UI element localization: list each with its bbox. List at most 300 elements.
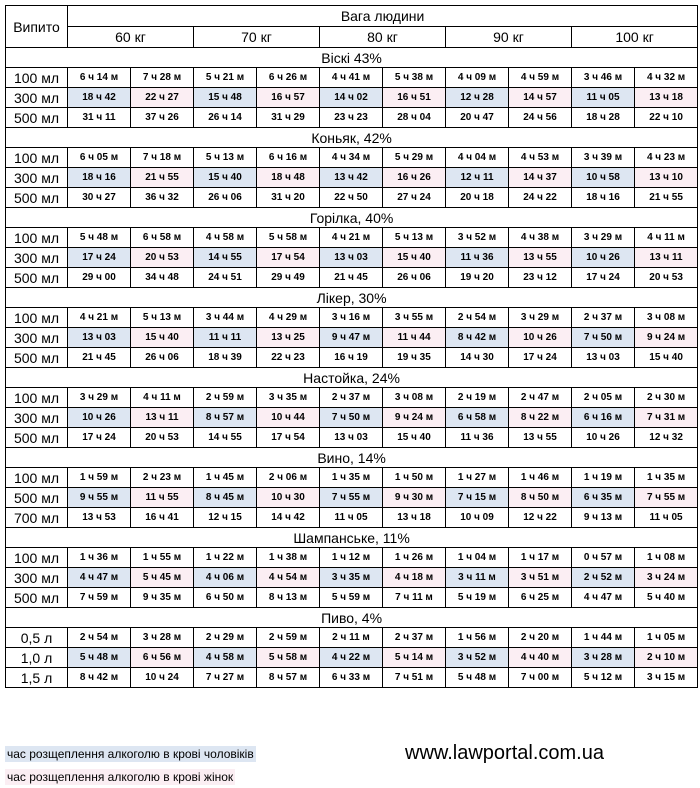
women-time-cell: 22 ч 23 xyxy=(257,348,320,368)
men-time-cell: 11 ч 36 xyxy=(446,428,509,448)
women-time-cell: 8 ч 13 м xyxy=(257,588,320,608)
men-time-cell: 3 ч 29 м xyxy=(572,228,635,248)
men-time-cell: 1 ч 45 м xyxy=(194,468,257,488)
amount-cell: 300 мл xyxy=(6,168,68,188)
women-time-cell: 4 ч 54 м xyxy=(257,568,320,588)
women-time-cell: 13 ч 10 xyxy=(635,168,698,188)
amount-cell: 100 мл xyxy=(6,468,68,488)
women-time-cell: 4 ч 38 м xyxy=(509,228,572,248)
women-time-cell: 6 ч 56 м xyxy=(131,648,194,668)
website-url: www.lawportal.com.ua xyxy=(405,742,604,764)
women-time-cell: 8 ч 50 м xyxy=(509,488,572,508)
men-time-cell: 21 ч 45 xyxy=(320,268,383,288)
men-time-cell: 8 ч 42 м xyxy=(446,328,509,348)
table-row xyxy=(6,308,698,328)
men-time-cell: 17 ч 24 xyxy=(68,248,131,268)
women-time-cell: 13 ч 18 xyxy=(383,508,446,528)
table-row xyxy=(6,468,698,488)
men-time-cell: 12 ч 11 xyxy=(446,168,509,188)
section-title: Лікер, 30% xyxy=(6,288,698,308)
section-row xyxy=(6,128,698,148)
men-time-cell: 17 ч 24 xyxy=(572,268,635,288)
table-row xyxy=(6,188,698,208)
men-time-cell: 5 ч 19 м xyxy=(446,588,509,608)
men-time-cell: 10 ч 26 xyxy=(68,408,131,428)
table-row xyxy=(6,108,698,128)
table-row xyxy=(6,548,698,568)
legend-men xyxy=(5,747,256,761)
section-row xyxy=(6,528,698,548)
men-time-cell: 4 ч 04 м xyxy=(446,148,509,168)
women-time-cell: 1 ч 26 м xyxy=(383,548,446,568)
amount-cell: 300 мл xyxy=(6,248,68,268)
women-time-cell: 20 ч 53 xyxy=(635,268,698,288)
weight-70-header: 70 кг xyxy=(194,27,320,48)
men-time-cell: 1 ч 44 м xyxy=(572,628,635,648)
men-time-cell: 1 ч 12 м xyxy=(320,548,383,568)
men-time-cell: 2 ч 54 м xyxy=(446,308,509,328)
women-time-cell: 22 ч 27 xyxy=(131,88,194,108)
men-time-cell: 13 ч 03 xyxy=(572,348,635,368)
women-time-cell: 2 ч 37 м xyxy=(383,628,446,648)
men-time-cell: 2 ч 29 м xyxy=(194,628,257,648)
men-time-cell: 4 ч 21 м xyxy=(320,228,383,248)
men-time-cell: 5 ч 12 м xyxy=(572,668,635,688)
women-time-cell: 13 ч 11 xyxy=(131,408,194,428)
women-time-cell: 2 ч 10 м xyxy=(635,648,698,668)
men-time-cell: 0 ч 57 м xyxy=(572,548,635,568)
men-time-cell: 8 ч 57 м xyxy=(194,408,257,428)
legend-men-label: час розщеплення алкоголю в крові чоловіків xyxy=(7,747,254,761)
men-time-cell: 16 ч 19 xyxy=(320,348,383,368)
amount-cell: 500 мл xyxy=(6,348,68,368)
men-time-cell: 8 ч 45 м xyxy=(194,488,257,508)
women-time-cell: 20 ч 53 xyxy=(131,428,194,448)
men-time-cell: 18 ч 16 xyxy=(68,168,131,188)
women-time-cell: 5 ч 58 м xyxy=(257,228,320,248)
men-time-cell: 17 ч 24 xyxy=(68,428,131,448)
women-time-cell: 1 ч 46 м xyxy=(509,468,572,488)
men-time-cell: 2 ч 52 м xyxy=(572,568,635,588)
men-time-cell: 4 ч 58 м xyxy=(194,648,257,668)
amount-cell: 0,5 л xyxy=(6,628,68,648)
men-time-cell: 3 ч 39 м xyxy=(572,148,635,168)
table-row xyxy=(6,328,698,348)
section-row xyxy=(6,608,698,628)
women-time-cell: 1 ч 35 м xyxy=(635,468,698,488)
women-time-cell: 8 ч 57 м xyxy=(257,668,320,688)
women-time-cell: 2 ч 23 м xyxy=(131,468,194,488)
women-time-cell: 2 ч 47 м xyxy=(509,388,572,408)
women-time-cell: 7 ч 18 м xyxy=(131,148,194,168)
men-time-cell: 5 ч 21 м xyxy=(194,68,257,88)
women-time-cell: 4 ч 18 м xyxy=(383,568,446,588)
amount-cell: 100 мл xyxy=(6,308,68,328)
women-time-cell: 37 ч 26 xyxy=(131,108,194,128)
men-time-cell: 18 ч 42 xyxy=(68,88,131,108)
men-time-cell: 6 ч 58 м xyxy=(446,408,509,428)
table-body xyxy=(6,48,698,688)
women-time-cell: 15 ч 40 xyxy=(635,348,698,368)
men-time-cell: 10 ч 09 xyxy=(446,508,509,528)
men-time-cell: 1 ч 22 м xyxy=(194,548,257,568)
men-time-cell: 2 ч 11 м xyxy=(320,628,383,648)
women-time-cell: 1 ч 17 м xyxy=(509,548,572,568)
men-time-cell: 15 ч 40 xyxy=(194,168,257,188)
men-time-cell: 14 ч 55 xyxy=(194,248,257,268)
women-time-cell: 5 ч 29 м xyxy=(383,148,446,168)
women-time-cell: 23 ч 12 xyxy=(509,268,572,288)
men-time-cell: 6 ч 14 м xyxy=(68,68,131,88)
drunk-amount-header: Випито xyxy=(6,6,68,48)
men-time-cell: 11 ч 11 xyxy=(194,328,257,348)
men-time-cell: 3 ч 28 м xyxy=(572,648,635,668)
women-time-cell: 3 ч 35 м xyxy=(257,388,320,408)
women-time-cell: 3 ч 08 м xyxy=(383,388,446,408)
women-time-cell: 12 ч 32 xyxy=(635,428,698,448)
men-time-cell: 20 ч 47 xyxy=(446,108,509,128)
men-time-cell: 5 ч 48 м xyxy=(68,648,131,668)
section-title: Вино, 14% xyxy=(6,448,698,468)
women-time-cell: 11 ч 44 xyxy=(383,328,446,348)
women-time-cell: 4 ч 29 м xyxy=(257,308,320,328)
weight-100-header: 100 кг xyxy=(572,27,698,48)
men-time-cell: 1 ч 04 м xyxy=(446,548,509,568)
legend-women xyxy=(5,770,235,784)
women-time-cell: 8 ч 22 м xyxy=(509,408,572,428)
amount-cell: 500 мл xyxy=(6,488,68,508)
men-time-cell: 5 ч 48 м xyxy=(446,668,509,688)
men-time-cell: 10 ч 26 xyxy=(572,248,635,268)
legend-women-label: час розщеплення алкоголю в крові жінок xyxy=(7,770,234,784)
women-time-cell: 17 ч 54 xyxy=(257,428,320,448)
men-time-cell: 11 ч 05 xyxy=(320,508,383,528)
women-time-cell: 10 ч 30 xyxy=(257,488,320,508)
men-time-cell: 4 ч 47 м xyxy=(572,588,635,608)
women-time-cell: 5 ч 13 м xyxy=(131,308,194,328)
women-time-cell: 9 ч 24 м xyxy=(383,408,446,428)
women-time-cell: 13 ч 11 xyxy=(635,248,698,268)
women-time-cell: 1 ч 08 м xyxy=(635,548,698,568)
men-time-cell: 12 ч 15 xyxy=(194,508,257,528)
women-time-cell: 1 ч 05 м xyxy=(635,628,698,648)
amount-cell: 500 мл xyxy=(6,108,68,128)
men-time-cell: 15 ч 48 xyxy=(194,88,257,108)
women-time-cell: 3 ч 29 м xyxy=(509,308,572,328)
men-time-cell: 6 ч 35 м xyxy=(572,488,635,508)
table-row xyxy=(6,668,698,688)
women-time-cell: 16 ч 26 xyxy=(383,168,446,188)
table-row xyxy=(6,648,698,668)
amount-cell: 500 мл xyxy=(6,268,68,288)
women-time-cell: 3 ч 15 м xyxy=(635,668,698,688)
women-time-cell: 11 ч 05 xyxy=(635,508,698,528)
men-time-cell: 4 ч 47 м xyxy=(68,568,131,588)
women-time-cell: 4 ч 11 м xyxy=(131,388,194,408)
men-time-cell: 23 ч 23 xyxy=(320,108,383,128)
women-time-cell: 7 ч 00 м xyxy=(509,668,572,688)
table-row xyxy=(6,88,698,108)
men-time-cell: 2 ч 59 м xyxy=(194,388,257,408)
men-time-cell: 1 ч 19 м xyxy=(572,468,635,488)
weight-80-header: 80 кг xyxy=(320,27,446,48)
section-row xyxy=(6,48,698,68)
section-row xyxy=(6,288,698,308)
men-time-cell: 13 ч 03 xyxy=(320,428,383,448)
men-time-cell: 13 ч 03 xyxy=(320,248,383,268)
table-row xyxy=(6,488,698,508)
men-time-cell: 13 ч 03 xyxy=(68,328,131,348)
men-time-cell: 6 ч 50 м xyxy=(194,588,257,608)
men-time-cell: 21 ч 45 xyxy=(68,348,131,368)
men-time-cell: 26 ч 06 xyxy=(194,188,257,208)
women-time-cell: 4 ч 32 м xyxy=(635,68,698,88)
women-time-cell: 22 ч 10 xyxy=(635,108,698,128)
women-time-cell: 31 ч 29 xyxy=(257,108,320,128)
women-time-cell: 1 ч 38 м xyxy=(257,548,320,568)
men-time-cell: 31 ч 11 xyxy=(68,108,131,128)
amount-cell: 100 мл xyxy=(6,548,68,568)
women-time-cell: 13 ч 55 xyxy=(509,428,572,448)
women-time-cell: 13 ч 55 xyxy=(509,248,572,268)
women-time-cell: 13 ч 18 xyxy=(635,88,698,108)
table-row xyxy=(6,268,698,288)
men-time-cell: 1 ч 56 м xyxy=(446,628,509,648)
women-time-cell: 7 ч 11 м xyxy=(383,588,446,608)
men-time-cell: 5 ч 59 м xyxy=(320,588,383,608)
women-time-cell: 5 ч 58 м xyxy=(257,648,320,668)
men-time-cell: 3 ч 46 м xyxy=(572,68,635,88)
women-time-cell: 7 ч 55 м xyxy=(635,488,698,508)
men-time-cell: 4 ч 22 м xyxy=(320,648,383,668)
women-time-cell: 24 ч 22 xyxy=(509,188,572,208)
men-time-cell: 2 ч 54 м xyxy=(68,628,131,648)
table-row xyxy=(6,628,698,648)
men-time-cell: 5 ч 48 м xyxy=(68,228,131,248)
section-row xyxy=(6,368,698,388)
men-time-cell: 20 ч 18 xyxy=(446,188,509,208)
amount-cell: 100 мл xyxy=(6,388,68,408)
women-time-cell: 29 ч 49 xyxy=(257,268,320,288)
men-time-cell: 24 ч 51 xyxy=(194,268,257,288)
men-time-cell: 4 ч 21 м xyxy=(68,308,131,328)
women-time-cell: 4 ч 59 м xyxy=(509,68,572,88)
men-time-cell: 1 ч 59 м xyxy=(68,468,131,488)
men-time-cell: 3 ч 52 м xyxy=(446,648,509,668)
men-time-cell: 2 ч 37 м xyxy=(572,308,635,328)
table-row xyxy=(6,228,698,248)
men-time-cell: 7 ч 27 м xyxy=(194,668,257,688)
amount-cell: 100 мл xyxy=(6,228,68,248)
table-row xyxy=(6,248,698,268)
men-time-cell: 3 ч 11 м xyxy=(446,568,509,588)
men-time-cell: 9 ч 55 м xyxy=(68,488,131,508)
women-time-cell: 2 ч 20 м xyxy=(509,628,572,648)
men-time-cell: 6 ч 33 м xyxy=(320,668,383,688)
women-time-cell: 26 ч 06 xyxy=(383,268,446,288)
amount-cell: 1,0 л xyxy=(6,648,68,668)
men-time-cell: 6 ч 16 м xyxy=(572,408,635,428)
table-row xyxy=(6,148,698,168)
women-time-cell: 14 ч 37 xyxy=(509,168,572,188)
women-time-cell: 6 ч 26 м xyxy=(257,68,320,88)
men-time-cell: 14 ч 55 xyxy=(194,428,257,448)
men-time-cell: 3 ч 52 м xyxy=(446,228,509,248)
table-row xyxy=(6,428,698,448)
women-time-cell: 9 ч 24 м xyxy=(635,328,698,348)
women-time-cell: 2 ч 59 м xyxy=(257,628,320,648)
men-time-cell: 7 ч 50 м xyxy=(320,408,383,428)
section-title: Пиво, 4% xyxy=(6,608,698,628)
women-time-cell: 6 ч 58 м xyxy=(131,228,194,248)
men-time-cell: 10 ч 58 xyxy=(572,168,635,188)
men-time-cell: 4 ч 34 м xyxy=(320,148,383,168)
section-title: Шампанське, 11% xyxy=(6,528,698,548)
women-time-cell: 5 ч 14 м xyxy=(383,648,446,668)
women-time-cell: 4 ч 11 м xyxy=(635,228,698,248)
table-row xyxy=(6,568,698,588)
men-time-cell: 7 ч 50 м xyxy=(572,328,635,348)
men-time-cell: 3 ч 35 м xyxy=(320,568,383,588)
body-weight-header: Вага людини xyxy=(68,6,698,27)
table-row xyxy=(6,508,698,528)
women-time-cell: 3 ч 51 м xyxy=(509,568,572,588)
table-row xyxy=(6,408,698,428)
section-title: Віскі 43% xyxy=(6,48,698,68)
men-time-cell: 9 ч 47 м xyxy=(320,328,383,348)
men-time-cell: 1 ч 36 м xyxy=(68,548,131,568)
men-time-cell: 12 ч 28 xyxy=(446,88,509,108)
women-time-cell: 28 ч 04 xyxy=(383,108,446,128)
women-time-cell: 3 ч 55 м xyxy=(383,308,446,328)
women-time-cell: 15 ч 40 xyxy=(383,428,446,448)
men-time-cell: 3 ч 16 м xyxy=(320,308,383,328)
women-time-cell: 6 ч 25 м xyxy=(509,588,572,608)
table-row xyxy=(6,168,698,188)
women-time-cell: 26 ч 06 xyxy=(131,348,194,368)
men-time-cell: 30 ч 27 xyxy=(68,188,131,208)
amount-cell: 500 мл xyxy=(6,188,68,208)
men-time-cell: 1 ч 35 м xyxy=(320,468,383,488)
women-time-cell: 3 ч 24 м xyxy=(635,568,698,588)
section-title: Настойка, 24% xyxy=(6,368,698,388)
amount-cell: 1,5 л xyxy=(6,668,68,688)
women-time-cell: 1 ч 50 м xyxy=(383,468,446,488)
women-time-cell: 9 ч 30 м xyxy=(383,488,446,508)
section-row xyxy=(6,448,698,468)
amount-cell: 500 мл xyxy=(6,428,68,448)
men-time-cell: 29 ч 00 xyxy=(68,268,131,288)
men-time-cell: 26 ч 14 xyxy=(194,108,257,128)
men-time-cell: 2 ч 05 м xyxy=(572,388,635,408)
women-time-cell: 2 ч 30 м xyxy=(635,388,698,408)
amount-cell: 300 мл xyxy=(6,328,68,348)
women-time-cell: 16 ч 51 xyxy=(383,88,446,108)
men-time-cell: 4 ч 58 м xyxy=(194,228,257,248)
men-time-cell: 4 ч 41 м xyxy=(320,68,383,88)
women-time-cell: 19 ч 35 xyxy=(383,348,446,368)
women-time-cell: 27 ч 24 xyxy=(383,188,446,208)
men-time-cell: 11 ч 36 xyxy=(446,248,509,268)
women-time-cell: 10 ч 44 xyxy=(257,408,320,428)
women-time-cell: 20 ч 53 xyxy=(131,248,194,268)
men-time-cell: 6 ч 05 м xyxy=(68,148,131,168)
table-row xyxy=(6,388,698,408)
men-time-cell: 19 ч 20 xyxy=(446,268,509,288)
women-time-cell: 10 ч 26 xyxy=(509,328,572,348)
section-row xyxy=(6,208,698,228)
women-time-cell: 12 ч 22 xyxy=(509,508,572,528)
women-time-cell: 34 ч 48 xyxy=(131,268,194,288)
table-row xyxy=(6,348,698,368)
men-time-cell: 7 ч 15 м xyxy=(446,488,509,508)
amount-cell: 100 мл xyxy=(6,68,68,88)
women-time-cell: 4 ч 40 м xyxy=(509,648,572,668)
women-time-cell: 31 ч 20 xyxy=(257,188,320,208)
women-time-cell: 1 ч 55 м xyxy=(131,548,194,568)
men-time-cell: 18 ч 28 xyxy=(572,108,635,128)
men-time-cell: 8 ч 42 м xyxy=(68,668,131,688)
women-time-cell: 5 ч 45 м xyxy=(131,568,194,588)
women-time-cell: 7 ч 28 м xyxy=(131,68,194,88)
women-time-cell: 16 ч 41 xyxy=(131,508,194,528)
men-time-cell: 18 ч 16 xyxy=(572,188,635,208)
women-time-cell: 6 ч 16 м xyxy=(257,148,320,168)
men-time-cell: 11 ч 05 xyxy=(572,88,635,108)
women-time-cell: 17 ч 54 xyxy=(257,248,320,268)
men-time-cell: 5 ч 13 м xyxy=(194,148,257,168)
women-time-cell: 2 ч 06 м xyxy=(257,468,320,488)
women-time-cell: 11 ч 55 xyxy=(131,488,194,508)
women-time-cell: 3 ч 08 м xyxy=(635,308,698,328)
weight-90-header: 90 кг xyxy=(446,27,572,48)
women-time-cell: 18 ч 48 xyxy=(257,168,320,188)
women-time-cell: 14 ч 42 xyxy=(257,508,320,528)
amount-cell: 100 мл xyxy=(6,148,68,168)
amount-cell: 300 мл xyxy=(6,408,68,428)
women-time-cell: 15 ч 40 xyxy=(383,248,446,268)
men-time-cell: 7 ч 55 м xyxy=(320,488,383,508)
women-time-cell: 24 ч 56 xyxy=(509,108,572,128)
men-time-cell: 9 ч 13 м xyxy=(572,508,635,528)
women-time-cell: 7 ч 31 м xyxy=(635,408,698,428)
women-time-cell: 4 ч 23 м xyxy=(635,148,698,168)
weight-60-header: 60 кг xyxy=(68,27,194,48)
women-time-cell: 21 ч 55 xyxy=(635,188,698,208)
women-time-cell: 14 ч 57 xyxy=(509,88,572,108)
men-time-cell: 13 ч 53 xyxy=(68,508,131,528)
men-time-cell: 18 ч 39 xyxy=(194,348,257,368)
women-time-cell: 13 ч 25 xyxy=(257,328,320,348)
women-time-cell: 15 ч 40 xyxy=(131,328,194,348)
table-row xyxy=(6,588,698,608)
men-time-cell: 13 ч 42 xyxy=(320,168,383,188)
table-row xyxy=(6,68,698,88)
women-time-cell: 21 ч 55 xyxy=(131,168,194,188)
women-time-cell: 7 ч 51 м xyxy=(383,668,446,688)
amount-cell: 500 мл xyxy=(6,588,68,608)
men-time-cell: 7 ч 59 м xyxy=(68,588,131,608)
men-time-cell: 4 ч 06 м xyxy=(194,568,257,588)
women-time-cell: 5 ч 40 м xyxy=(635,588,698,608)
women-time-cell: 9 ч 35 м xyxy=(131,588,194,608)
amount-cell: 300 мл xyxy=(6,568,68,588)
men-time-cell: 10 ч 26 xyxy=(572,428,635,448)
women-time-cell: 4 ч 53 м xyxy=(509,148,572,168)
women-time-cell: 5 ч 38 м xyxy=(383,68,446,88)
women-time-cell: 3 ч 28 м xyxy=(131,628,194,648)
alcohol-elimination-table xyxy=(5,5,698,688)
